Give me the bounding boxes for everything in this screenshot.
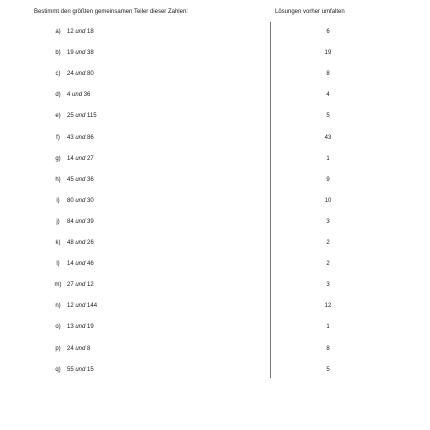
second-number: 80 <box>85 71 94 78</box>
exercise-row <box>0 111 430 121</box>
second-number: 144 <box>85 303 98 310</box>
solution-value: 5 <box>326 113 330 120</box>
first-number: 43 <box>67 134 76 141</box>
joiner-word: und <box>75 366 86 373</box>
first-number: 48 <box>67 240 76 246</box>
joiner-word: und <box>75 218 86 225</box>
solution-value: 5 <box>326 366 330 373</box>
exercise-label: p) <box>55 345 61 352</box>
exercise-numbers <box>67 175 94 185</box>
second-number: 39 <box>85 218 94 225</box>
solution-value: 10 <box>324 197 332 204</box>
exercise-row <box>0 217 430 227</box>
exercise-row <box>0 69 430 79</box>
solution-value: 43 <box>324 134 332 141</box>
solution-value: 3 <box>326 218 330 225</box>
exercise-row <box>0 175 430 185</box>
solution-value: 2 <box>326 240 330 246</box>
second-number: 26 <box>85 240 94 246</box>
joiner-word: und <box>75 282 86 289</box>
solution-value: 3 <box>326 282 330 289</box>
joiner-word: und <box>75 324 86 331</box>
exercise-row <box>0 27 430 37</box>
exercise-numbers <box>67 133 94 143</box>
exercise-row <box>0 154 430 164</box>
exercise-row <box>0 322 430 332</box>
joiner-word: und <box>75 50 86 57</box>
first-number: 19 <box>67 50 76 57</box>
first-number: 14 <box>67 261 76 268</box>
exercise-row <box>0 365 430 375</box>
exercise-numbers <box>67 27 94 37</box>
solutions-heading: Lösungen vorher umfalten <box>275 9 345 15</box>
exercise-numbers <box>67 69 94 79</box>
first-number: 13 <box>67 324 76 331</box>
exercise-numbers <box>67 301 97 311</box>
first-number: 14 <box>67 155 76 162</box>
second-number: 19 <box>85 324 94 331</box>
exercise-label: b) <box>55 50 61 57</box>
instructions-heading: Bestimmt den größten gemeinsamen Teiler dieser Zahlen: <box>34 9 188 15</box>
exercise-label: q) <box>55 366 61 373</box>
first-number: 4 <box>67 92 73 99</box>
joiner-word: und <box>75 155 86 162</box>
exercise-numbers <box>67 238 94 248</box>
exercise-row <box>0 196 430 206</box>
exercise-label: o) <box>55 324 61 331</box>
joiner-word: und <box>75 197 86 204</box>
exercise-label: k) <box>55 240 61 246</box>
exercise-row <box>0 301 430 311</box>
second-number: 18 <box>85 29 94 35</box>
exercise-label: n) <box>55 303 61 310</box>
second-number: 8 <box>85 345 91 352</box>
exercise-label: c) <box>55 71 61 78</box>
solution-value: 8 <box>326 345 330 352</box>
joiner-word: und <box>75 303 86 310</box>
exercise-row <box>0 259 430 269</box>
second-number: 86 <box>85 134 94 141</box>
second-number: 46 <box>85 261 94 268</box>
solution-value: 4 <box>326 92 330 99</box>
joiner-word: und <box>72 92 83 99</box>
exercise-label: l) <box>56 261 60 268</box>
exercise-row <box>0 133 430 143</box>
exercise-numbers <box>67 48 94 58</box>
solution-value: 2 <box>326 261 330 268</box>
solution-value: 1 <box>326 324 330 331</box>
exercise-row <box>0 48 430 58</box>
exercise-numbers <box>67 111 97 121</box>
second-number: 30 <box>85 197 94 204</box>
solution-value: 6 <box>326 29 330 35</box>
first-number: 80 <box>67 197 76 204</box>
solution-value: 9 <box>326 176 330 183</box>
exercise-row <box>0 280 430 290</box>
exercise-numbers <box>67 259 94 269</box>
exercise-row <box>0 238 430 248</box>
exercise-numbers <box>67 322 94 332</box>
second-number: 38 <box>85 50 94 57</box>
joiner-word: und <box>75 29 86 35</box>
second-number: 15 <box>85 366 94 373</box>
second-number: 36 <box>85 176 94 183</box>
solution-value: 12 <box>324 303 332 310</box>
joiner-word: und <box>75 113 86 120</box>
joiner-word: und <box>75 240 86 246</box>
exercise-label: i) <box>56 197 60 204</box>
first-number: 27 <box>67 282 76 289</box>
joiner-word: und <box>75 261 86 268</box>
exercise-label: a) <box>55 29 61 35</box>
exercise-row <box>0 344 430 354</box>
exercise-numbers <box>67 344 90 354</box>
exercise-label: f) <box>56 134 60 141</box>
first-number: 84 <box>67 218 76 225</box>
exercise-numbers <box>67 365 94 375</box>
exercise-label: g) <box>55 155 61 162</box>
joiner-word: und <box>75 345 86 352</box>
first-number: 24 <box>67 345 76 352</box>
second-number: 115 <box>85 113 97 120</box>
exercise-numbers <box>67 90 90 100</box>
joiner-word: und <box>75 134 86 141</box>
second-number: 36 <box>82 92 91 99</box>
exercise-numbers <box>67 154 94 164</box>
first-number: 12 <box>67 303 76 310</box>
joiner-word: und <box>75 71 86 78</box>
second-number: 27 <box>85 155 94 162</box>
exercise-label: e) <box>55 113 61 120</box>
first-number: 12 <box>67 29 76 35</box>
exercise-row <box>0 90 430 100</box>
first-number: 24 <box>67 71 76 78</box>
exercise-numbers <box>67 196 94 206</box>
first-number: 55 <box>67 366 76 373</box>
exercise-label: m) <box>54 282 62 289</box>
exercise-numbers <box>67 280 94 290</box>
solution-value: 19 <box>324 50 332 57</box>
solution-value: 1 <box>326 155 330 162</box>
joiner-word: und <box>75 176 86 183</box>
exercise-label: j) <box>56 218 60 225</box>
second-number: 12 <box>85 282 94 289</box>
first-number: 45 <box>67 176 76 183</box>
exercise-label: h) <box>55 176 61 183</box>
exercise-numbers <box>67 217 94 227</box>
first-number: 25 <box>67 113 76 120</box>
solution-value: 8 <box>326 71 330 78</box>
exercise-label: d) <box>55 92 61 99</box>
